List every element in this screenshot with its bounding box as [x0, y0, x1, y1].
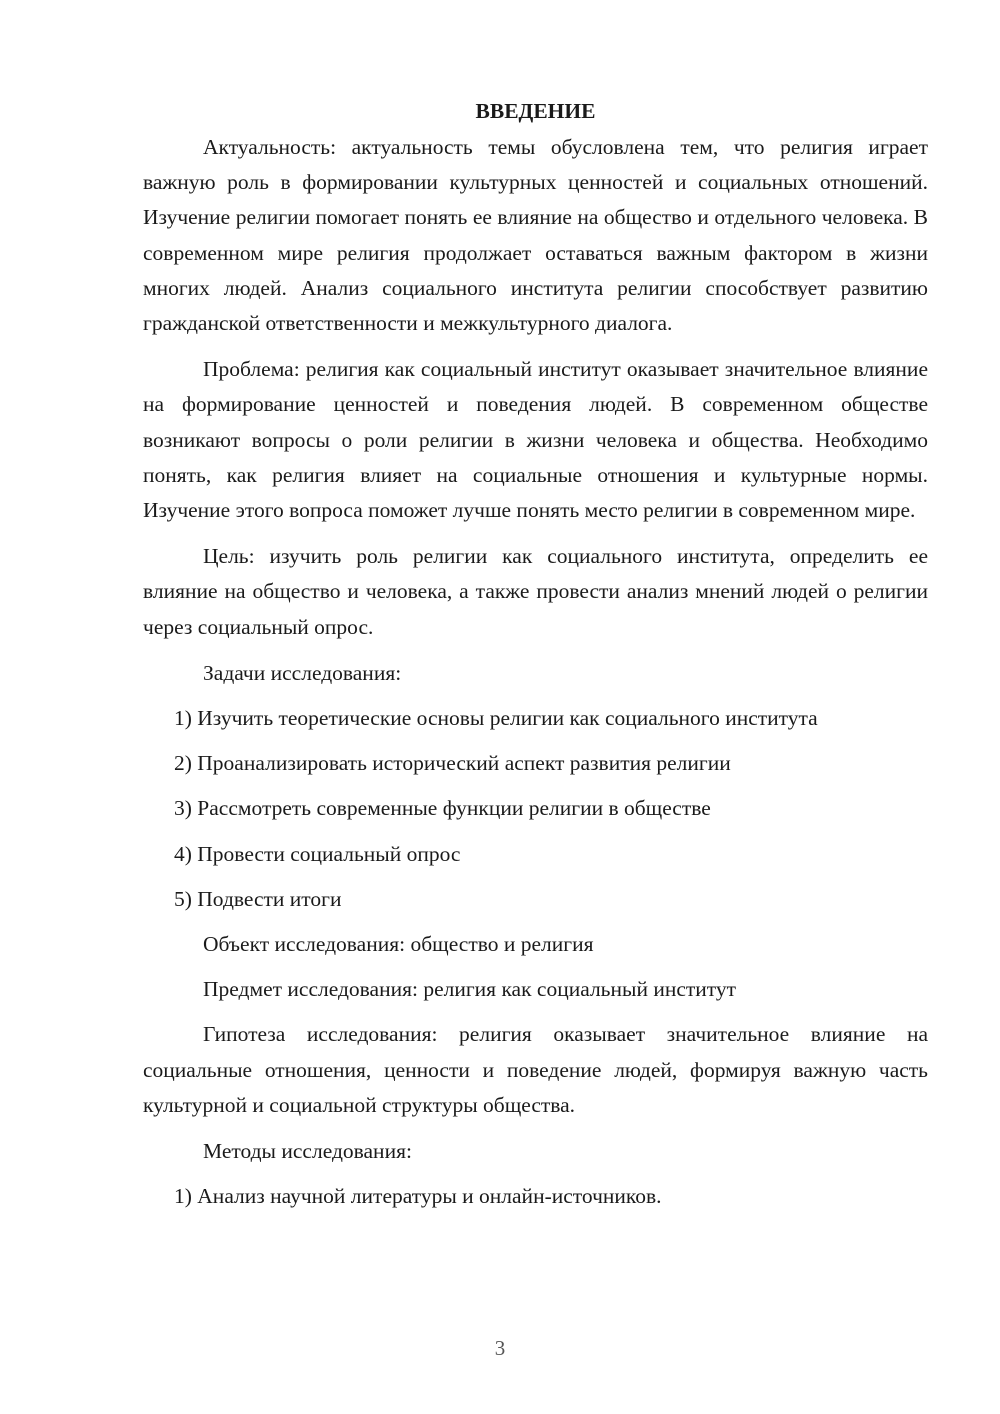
- relevance-paragraph: Актуальность: актуальность темы обусловлена тем, что религия играет важную роль в формировании культурных ценностей и социальных отношений. Изучение религии помогает понять ее влияние на общество и отдельного человека. В современном мире религия продолжает оставаться важным фактором в жизни многих людей. Анализ социального института религии способствует развитию гражданской ответственности и межкультурного диалога.: [143, 135, 928, 336]
- list-item: 4) Провести социальный опрос: [174, 841, 461, 866]
- hypothesis-paragraph: Гипотеза исследования: религия оказывает значительное влияние на социальные отношения, ценности и поведение людей, формируя важную часть культурной и социальной структуры общества.: [143, 1022, 928, 1117]
- section-title: ВВЕДЕНИЕ: [475, 99, 596, 123]
- tasks-heading: Задачи исследования:: [203, 660, 402, 685]
- methods-list: [143, 1179, 928, 1214]
- tasks-list: [143, 701, 928, 917]
- methods-heading: Методы исследования:: [203, 1139, 412, 1164]
- goal-paragraph: Цель: изучить роль религии как социального института, определить ее влияние на общество и человека, а также провести анализ мнений людей о религии через социальный опрос.: [143, 544, 928, 639]
- list-item: 2) Проанализировать исторический аспект развития религии: [174, 751, 731, 776]
- page-number: 3: [494, 1336, 506, 1360]
- research-subject: Предмет исследования: религия как социальный институт: [203, 977, 737, 1002]
- list-item: 1) Анализ научной литературы и онлайн-источников.: [174, 1184, 662, 1209]
- problem-paragraph: Проблема: религия как социальный институт оказывает значительное влияние на формирование ценностей и поведения людей. В современном обществе возникают вопросы о роли религии в жизни человека и общества. Необходимо понять, как религия влияет на социальные отношения и культурные нормы. Изучение этого вопроса поможет лучше понять место религии в современном мире.: [143, 357, 928, 523]
- research-object: Объект исследования: общество и религия: [203, 932, 594, 957]
- list-item: 5) Подвести итоги: [174, 886, 342, 911]
- list-item: 1) Изучить теоретические основы религии как социального института: [174, 706, 818, 731]
- list-item: 3) Рассмотреть современные функции религии в обществе: [174, 796, 711, 821]
- document-page: [143, 96, 928, 1224]
